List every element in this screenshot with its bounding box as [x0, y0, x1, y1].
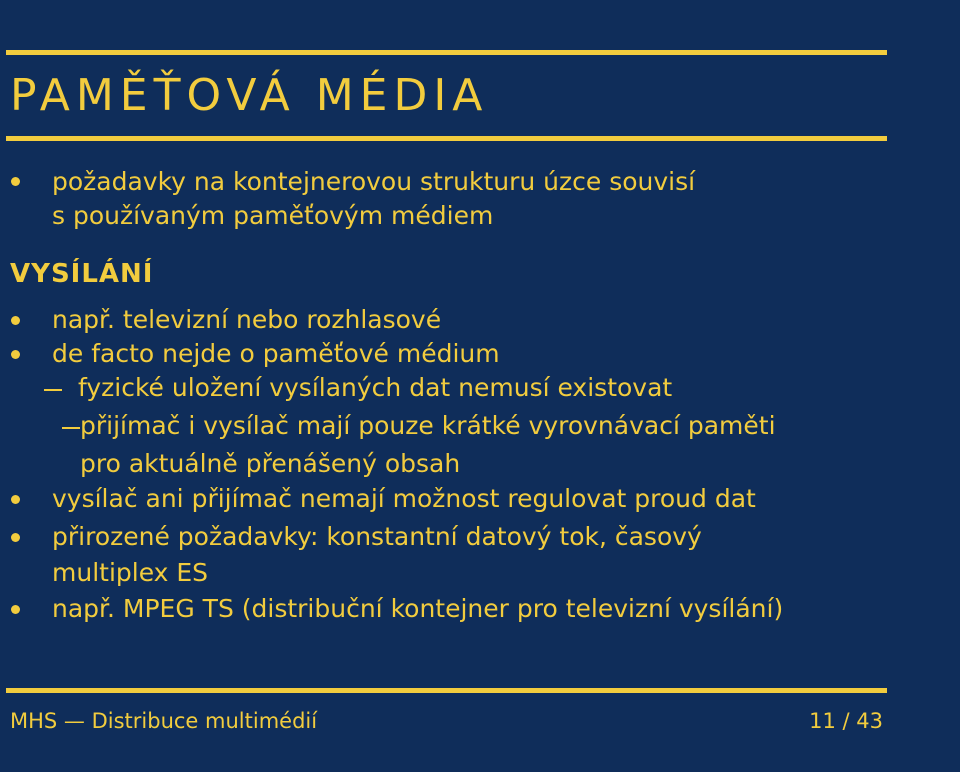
page-number: 11 / 43: [809, 709, 883, 733]
list-item-mpeg-ts: např. MPEG TS (distribuční kontejner pro televizní vysílání): [52, 594, 784, 623]
intro-line-1: požadavky na kontejnerovou strukturu úzce souvisí: [52, 167, 696, 196]
dash-marker: [44, 389, 62, 391]
list-item-no-medium: de facto nejde o paměťové médium: [52, 339, 500, 368]
list-item-requirements-line-2: multiplex ES: [52, 558, 209, 587]
sub-item-buffers-line-2: pro aktuálně přenášený obsah: [80, 449, 461, 478]
list-item-broadcast-example: např. televizní nebo rozhlasové: [52, 305, 442, 334]
section-heading: VYSÍLÁNÍ: [10, 259, 154, 289]
dash-marker: [62, 427, 80, 429]
top-rule: [6, 50, 887, 55]
slide-title: PAMĚŤOVÁ MÉDIA: [10, 70, 489, 121]
sub-item-physical-storage: fyzické uložení vysílaných dat nemusí existovat: [78, 373, 673, 402]
sub-item-buffers-line-1: přijímač i vysílač mají pouze krátké vyrovnávací paměti: [80, 411, 776, 440]
footer-title: MHS — Distribuce multimédií: [10, 709, 318, 733]
bullet-marker: [11, 177, 20, 186]
bullet-marker: [11, 495, 20, 504]
footer-rule: [6, 688, 887, 693]
bullet-marker: [11, 533, 20, 542]
list-item-flow-control: vysílač ani přijímač nemají možnost regulovat proud dat: [52, 484, 756, 513]
bullet-marker: [11, 316, 20, 325]
list-item-requirements-line-1: přirozené požadavky: konstantní datový tok, časový: [52, 522, 702, 551]
bullet-marker: [11, 605, 20, 614]
intro-line-2: s používaným paměťovým médiem: [52, 201, 494, 230]
bullet-marker: [11, 350, 20, 359]
title-underline-rule: [6, 136, 887, 141]
